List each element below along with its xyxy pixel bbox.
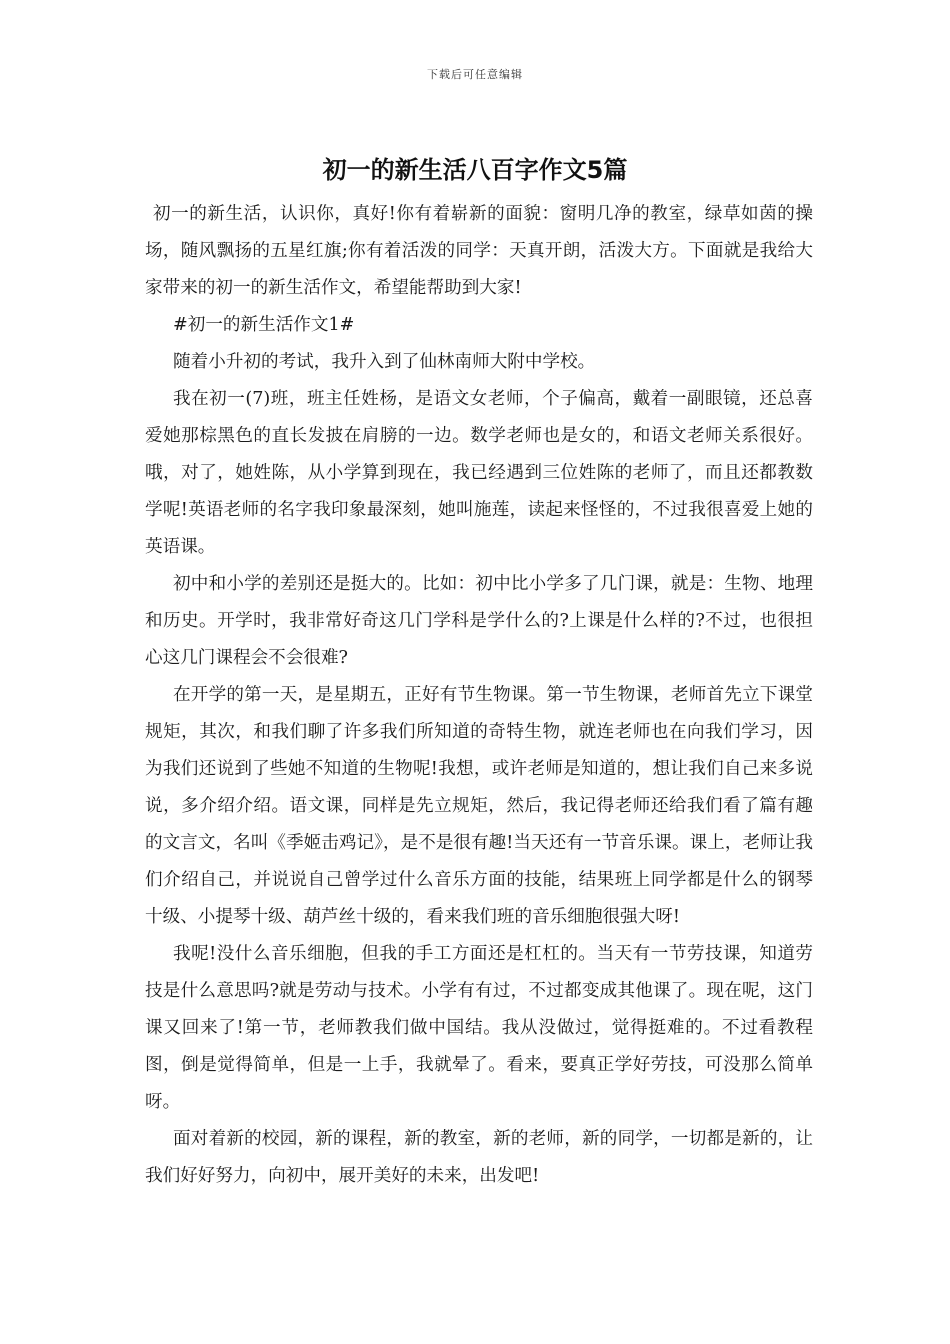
body-paragraph: 随着小升初的考试，我升入到了仙林南师大附中学校。: [173, 352, 596, 372]
body-paragraph: 面对着新的校园，新的课程，新的教室，新的老师，新的同学，一切都是新的，让我们好好努力，向初中，展开美好的未来，出发吧!: [145, 1129, 813, 1186]
body-paragraph: 初中和小学的差别还是挺大的。比如：初中比小学多了几门课，就是：生物、地理和历史。开学时，我非常好奇这几门学科是学什么的?上课是什么样的?不过，也很担心这几门课程会不会很难?: [145, 574, 813, 668]
document-title: 初一的新生活八百字作文5篇: [322, 156, 628, 184]
essay-heading: #初一的新生活作文1#: [173, 315, 355, 335]
header-note: 下载后可任意编辑: [427, 68, 523, 81]
intro-paragraph: 初一的新生活，认识你，真好!你有着崭新的面貌：窗明几净的教室，绿草如茵的操场，随风飘扬的五星红旗;你有着活泼的同学：天真开朗，活泼大方。下面就是我给大家带来的初一的新生活作文，希望能帮助到大家!: [145, 204, 813, 298]
body-paragraph: 我在初一(7)班，班主任姓杨，是语文女老师，个子偏高，戴着一副眼镜，还总喜爱她那棕黑色的直长发披在肩膀的一边。数学老师也是女的，和语文老师关系很好。哦，对了，她姓陈，从小学算到现在，我已经遇到三位姓陈的老师了，而且还都教数学呢!英语老师的名字我印象最深刻，她叫施莲，读起来怪怪的，不过我很喜爱上她的英语课。: [145, 389, 813, 557]
document-body: [145, 196, 813, 1195]
body-paragraph: 我呢!没什么音乐细胞，但我的手工方面还是杠杠的。当天有一节劳技课，知道劳技是什么意思吗?就是劳动与技术。小学有有过，不过都变成其他课了。现在呢，这门课又回来了!第一节，老师教我们做中国结。我从没做过，觉得挺难的。不过看教程图，倒是觉得简单，但是一上手，我就晕了。看来，要真正学好劳技，可没那么简单呀。: [145, 944, 813, 1112]
body-paragraph: 在开学的第一天，是星期五，正好有节生物课。第一节生物课，老师首先立下课堂规矩，其次，和我们聊了许多我们所知道的奇特生物，就连老师也在向我们学习，因为我们还说到了些她不知道的生物呢!我想，或许老师是知道的，想让我们自己来多说说，多介绍介绍。语文课，同样是先立规矩，然后，我记得老师还给我们看了篇有趣的文言文，名叫《季姬击鸡记》，是不是很有趣!当天还有一节音乐课。课上，老师让我们介绍自己，并说说自己曾学过什么音乐方面的技能，结果班上同学都是什么的钢琴十级、小提琴十级、葫芦丝十级的，看来我们班的音乐细胞很强大呀!: [145, 685, 813, 927]
